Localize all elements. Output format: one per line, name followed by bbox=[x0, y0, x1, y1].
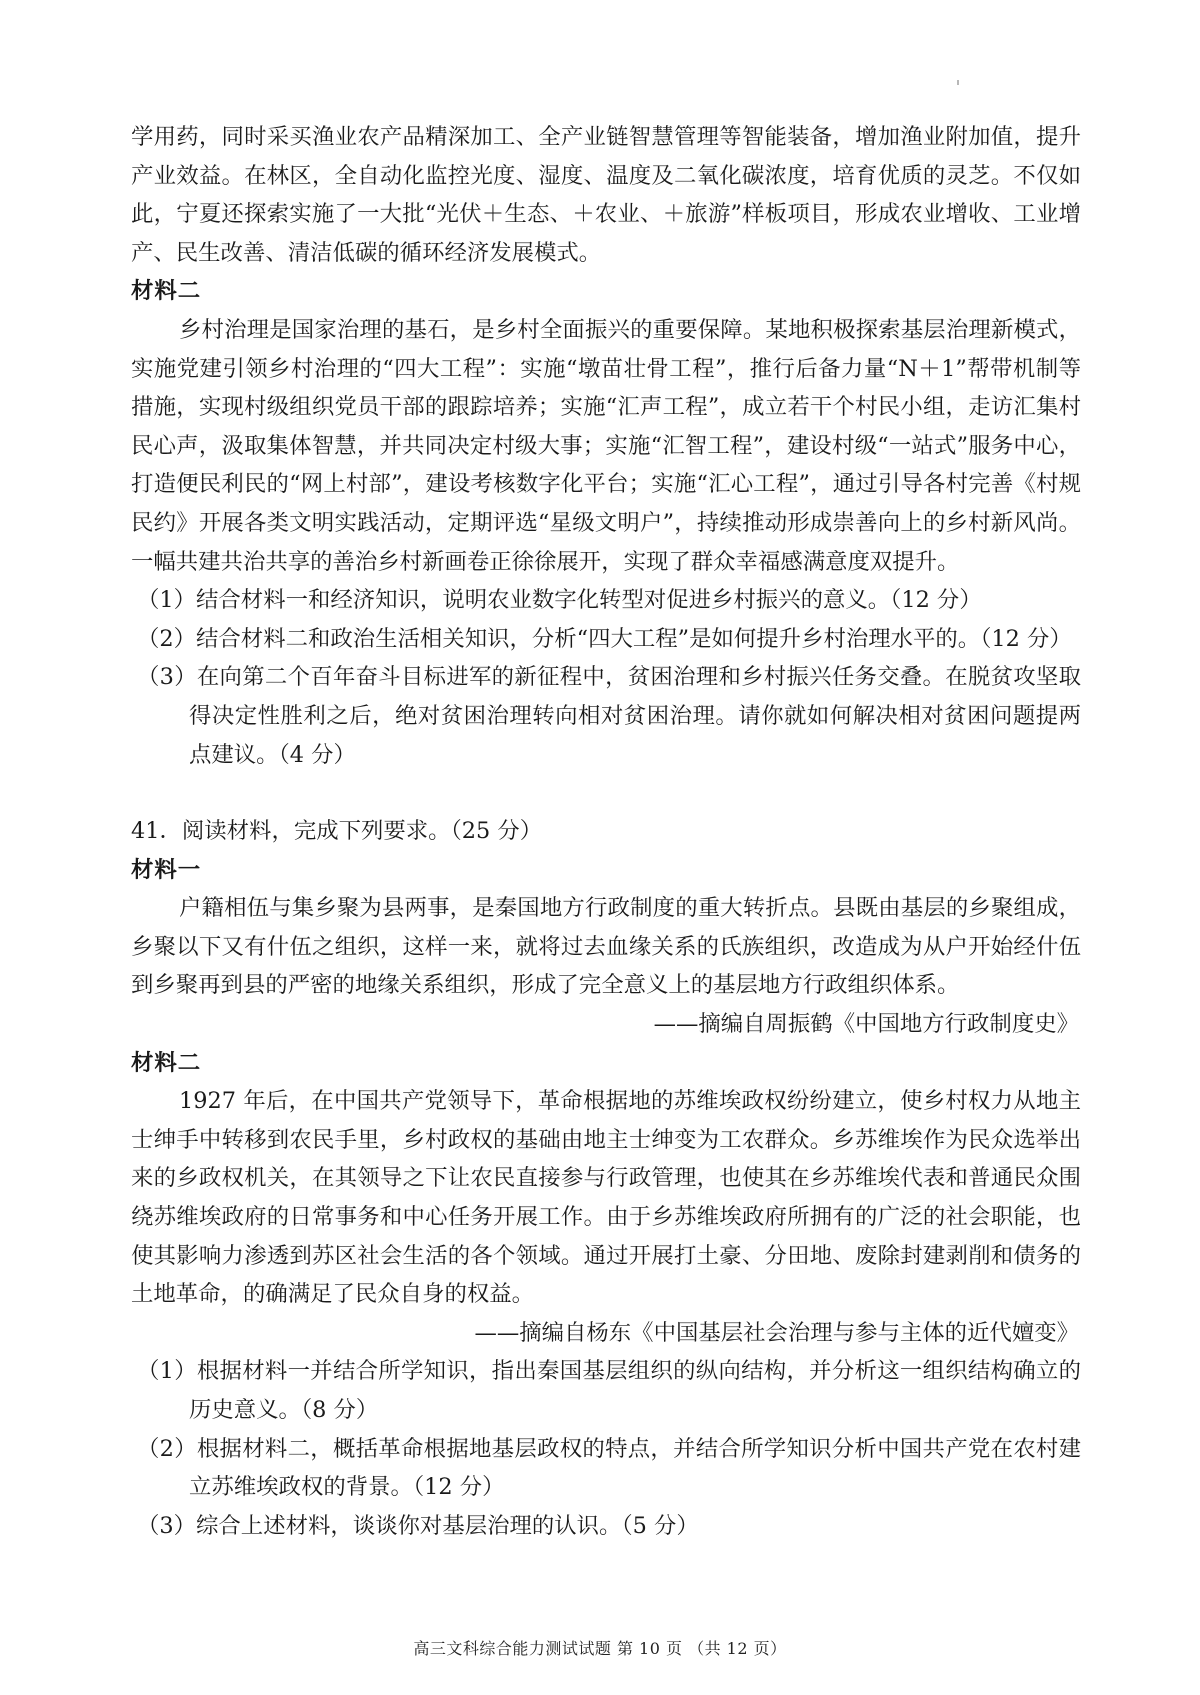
q40-sub-question-1: （1）结合材料一和经济知识，说明农业数字化转型对促进乡村振兴的意义。（12 分） bbox=[137, 587, 982, 614]
q41-material-one-text: 户籍相伍与集乡聚为县两事，是秦国地方行政制度的重大转折点。县既由基层的乡聚组成，乡聚以下又有什伍之组织，这样一来，就将过去血缘关系的氏族组织，改造成为从户开始经什伍到乡聚再到县的严密的地缘关系组织，形成了完全意义上的基层地方行政组织体系。 bbox=[131, 895, 1081, 999]
q41-title: 41．阅读材料，完成下列要求。（25 分） bbox=[131, 818, 543, 845]
q41-sub-question-3: （3）综合上述材料，谈谈你对基层治理的认识。（5 分） bbox=[137, 1512, 699, 1539]
section-spacer bbox=[131, 774, 1081, 812]
q40-sub-question-3: （3）在向第二个百年奋斗目标进军的新征程中，贫困治理和乡村振兴任务交叠。在脱贫攻坚取得决定性胜利之后，绝对贫困治理转向相对贫困治理。请你就如何解决相对贫困问题提两点建议。（4 分） bbox=[137, 664, 1081, 768]
q40-sub-question-2: （2）结合材料二和政治生活相关知识，分析“四大工程”是如何提升乡村治理水平的。（12 分） bbox=[137, 625, 1072, 652]
page-footer: 高三文科综合能力测试试题 第 10 页 （共 12 页） bbox=[413, 1639, 787, 1658]
q41-material-two-text: 1927 年后，在中国共产党领导下，革命根据地的苏维埃政权纷纷建立，使乡村权力从地主士绅手中转移到农民手里，乡村政权的基础由地主士绅变为工农群众。乡苏维埃作为民众选举出来的乡政权机关，在其领导之下让农民直接参与行政管理，也使其在乡苏维埃代表和普通民众围绕苏维埃政府的日常事务和中心任务开展工作。由于乡苏维埃政府所拥有的广泛的社会职能，也使其影响力渗透到苏区社会生活的各个领域。通过开展打土豪、分田地、废除封建剥削和债务的土地革命，的确满足了民众自身的权益。 bbox=[131, 1088, 1081, 1308]
q40-material-two-heading: 材料二 bbox=[131, 278, 202, 305]
q41-material-one-source: ——摘编自周振鹤《中国地方行政制度史》 bbox=[653, 1011, 1079, 1038]
exam-page-body bbox=[131, 118, 1081, 1545]
q41-material-one-heading: 材料一 bbox=[131, 856, 202, 883]
q41-material-two-source: ——摘编自杨东《中国基层社会治理与参与主体的近代嬗变》 bbox=[474, 1319, 1079, 1346]
q41-sub-question-2: （2）根据材料二，概括革命根据地基层政权的特点，并结合所学知识分析中国共产党在农村建立苏维埃政权的背景。（12 分） bbox=[137, 1435, 1081, 1501]
q40-material-two-text: 乡村治理是国家治理的基石，是乡村全面振兴的重要保障。某地积极探索基层治理新模式，实施党建引领乡村治理的“四大工程”：实施“墩苗壮骨工程”，推行后备力量“N＋1”帮带机制等措施，实现村级组织党员干部的跟踪培养；实施“汇声工程”，成立若干个村民小组，走访汇集村民心声，汲取集体智慧，并共同决定村级大事；实施“汇智工程”，建设村级“一站式”服务中心，打造便民利民的“网上村部”，建设考核数字化平台；实施“汇心工程”，通过引导各村完善《村规民约》开展各类文明实践活动，定期评选“星级文明户”，持续推动形成崇善向上的乡村新风尚。一幅共建共治共享的善治乡村新画卷正徐徐展开，实现了群众幸福感满意度双提升。 bbox=[131, 316, 1081, 575]
material-one-continued-text: 学用药，同时采买渔业农产品精深加工、全产业链智慧管理等智能装备，增加渔业附加值，提升产业效益。在林区，全自动化监控光度、湿度、温度及二氧化碳浓度，培育优质的灵芝。不仅如此，宁夏还探索实施了一大批“光伏＋生态、＋农业、＋旅游”样板项目，形成农业增收、工业增产、民生改善、清洁低碳的循环经济发展模式。 bbox=[131, 124, 1081, 266]
q41-material-two-heading: 材料二 bbox=[131, 1049, 202, 1076]
q41-sub-question-1: （1）根据材料一并结合所学知识，指出秦国基层组织的纵向结构，并分析这一组织结构确立的历史意义。（8 分） bbox=[137, 1358, 1081, 1423]
scan-speck bbox=[957, 80, 959, 85]
